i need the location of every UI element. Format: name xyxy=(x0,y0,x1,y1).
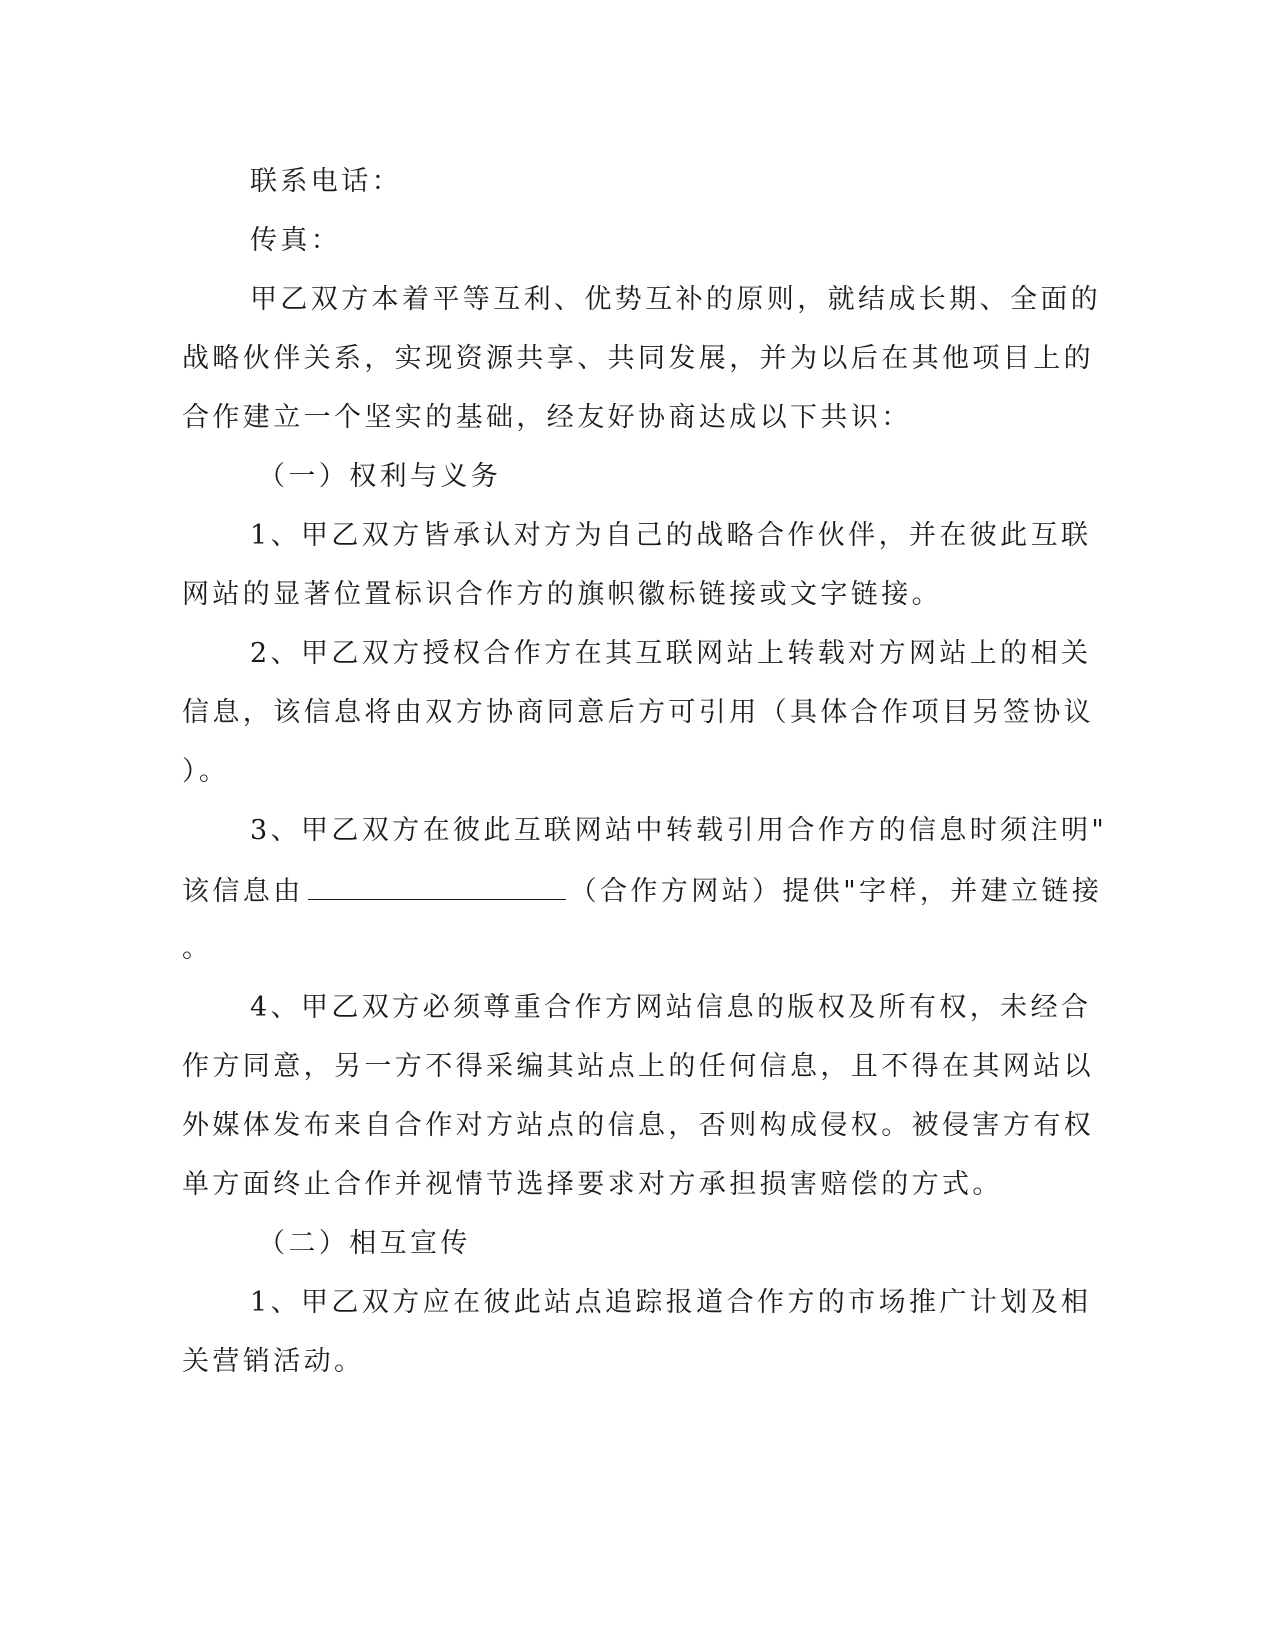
fax-label: 传真： xyxy=(250,225,342,256)
section-heading-rights-obligations: （一）权利与义务 xyxy=(258,461,502,492)
clause-4-line-1: 4、甲乙双方必须尊重合作方网站信息的版权及所有权，未经合 xyxy=(250,992,1092,1023)
clause-1-line-2: 网站的显著位置标识合作方的旗帜徽标链接或文字链接。 xyxy=(182,579,942,610)
clause-2-line-3: ）。 xyxy=(182,756,230,787)
clause-3-line-2 xyxy=(182,873,1102,909)
clause-3-suffix: （合作方网站）提供"字样，并建立链接 xyxy=(569,876,1103,907)
promotion-clause-1-line-1: 1、甲乙双方应在彼此站点追踪报道合作方的市场推广计划及相 xyxy=(250,1287,1092,1318)
clause-3-prefix: 该信息由 xyxy=(182,876,304,907)
blank-fill-line xyxy=(308,873,566,900)
clause-4-line-3: 外媒体发布来自合作对方站点的信息，否则构成侵权。被侵害方有权 xyxy=(182,1110,1094,1141)
contact-phone-label: 联系电话： xyxy=(250,166,402,197)
clause-2-line-1: 2、甲乙双方授权合作方在其互联网站上转载对方网站上的相关 xyxy=(250,638,1092,669)
intro-line-2: 战略伙伴关系，实现资源共享、共同发展，并为以后在其他项目上的 xyxy=(182,343,1094,374)
intro-line-1: 甲乙双方本着平等互利、优势互补的原则，就结成长期、全面的 xyxy=(250,284,1102,315)
intro-line-3: 合作建立一个坚实的基础，经友好协商达成以下共识： xyxy=(182,402,912,433)
clause-3-line-3: 。 xyxy=(182,933,213,964)
clause-1-line-1: 1、甲乙双方皆承认对方为自己的战略合作伙伴，并在彼此互联 xyxy=(250,520,1092,551)
section-heading-mutual-promotion: （二）相互宣传 xyxy=(258,1228,471,1259)
promotion-clause-1-line-2: 关营销活动。 xyxy=(182,1346,365,1377)
clause-4-line-2: 作方同意，另一方不得采编其站点上的任何信息，且不得在其网站以 xyxy=(182,1051,1094,1082)
clause-4-line-4: 单方面终止合作并视情节选择要求对方承担损害赔偿的方式。 xyxy=(182,1169,1003,1200)
clause-3-line-1: 3、甲乙双方在彼此互联网站中转载引用合作方的信息时须注明" xyxy=(250,815,1108,846)
clause-2-line-2: 信息，该信息将由双方协商同意后方可引用（具体合作项目另签协议 xyxy=(182,697,1094,728)
